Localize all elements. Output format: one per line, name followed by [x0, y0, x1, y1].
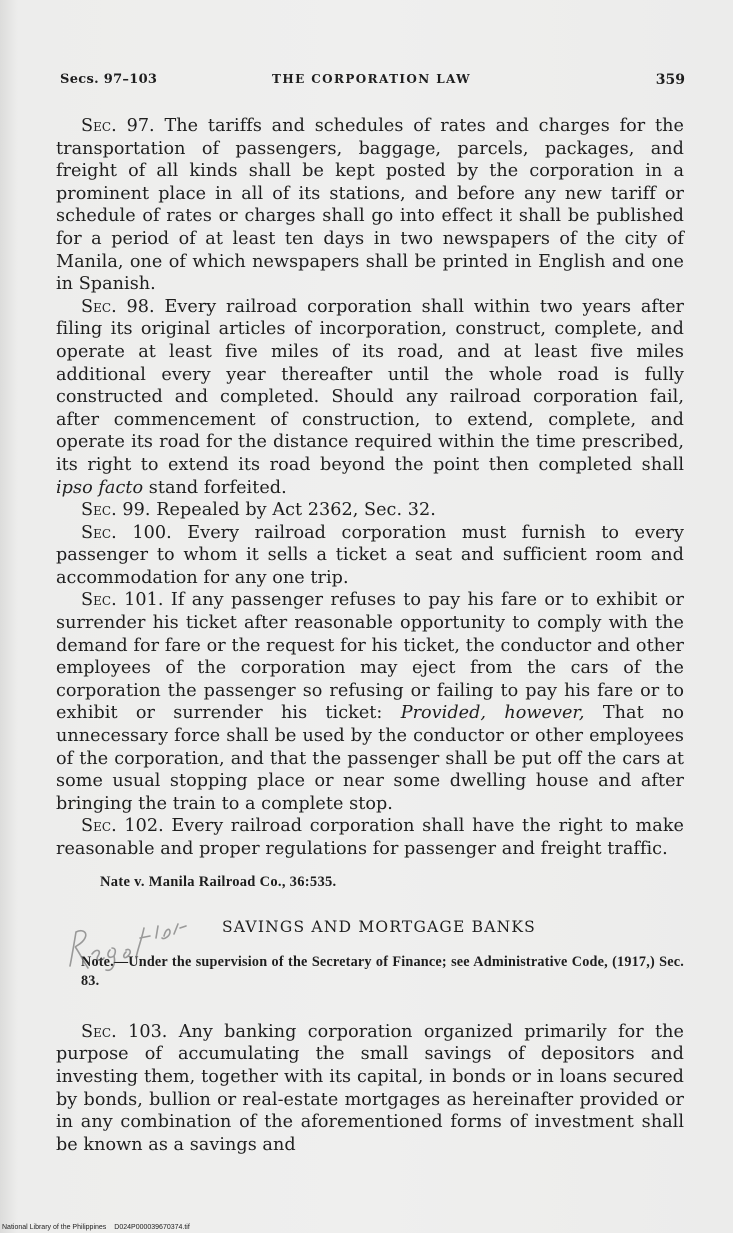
section-label: Sec. 101. — [81, 590, 164, 611]
page-body — [56, 115, 684, 1156]
section-heading: SAVINGS AND MORTGAGE BANKS — [221, 918, 536, 937]
scan-footer — [2, 1224, 198, 1231]
section-text: The tariffs and schedules of rates and charges for the transportation of passengers, baggage, parcels, packages, and freight of all kinds shall be kept posted by the corporation in a prominent place in all of its stations, and before any new tariff or schedule of rates or charges shall go into effect it shall be published for a period of at least ten days in two newspapers of the city of Manila, one of which newspapers shall be printed in English and one in Spanish. — [56, 116, 684, 295]
section-98 — [56, 296, 684, 499]
page-number: 359 — [655, 72, 685, 88]
scan-identifier: D024P000039670374.tif — [114, 1224, 190, 1231]
section-label: Sec. 103. — [81, 1021, 168, 1042]
section-99 — [56, 499, 684, 522]
section-label: Sec. 102. — [81, 816, 164, 837]
handwritten-annotation — [62, 918, 192, 978]
section-label: Sec. 98. — [81, 296, 155, 317]
section-label: Sec. 97. — [81, 116, 155, 136]
editorial-note: Note.—Under the supervision of the Secretary of Finance; see Administrative Code, (1917,) Sec. 83. — [81, 953, 684, 989]
section-text-end: stand forfeited. — [143, 477, 287, 498]
section-102 — [56, 815, 684, 860]
italic-phrase: ipso facto — [56, 477, 144, 498]
case-citation: Nate v. Manila Railroad Co., 36:535. — [100, 873, 337, 890]
section-text: Repealed by Act 2362, Sec. 32. — [150, 500, 436, 521]
section-text: Every railroad corporation must furnish to every passenger to whom it sells a ticket a seat and sufficient room and accommodation for any one trip. — [56, 522, 684, 588]
italic-phrase: Provided, however, — [400, 703, 585, 724]
header-section-range: Secs. 97–103 — [60, 72, 158, 87]
section-text: Any banking corporation organized primarily for the purpose of accumulating the small savings of depositors and investing them, together with its capital, in bonds or in loans secured by bonds, bullion or real-estate mortgages as hereinafter provided or in any combination of the aforementioned forms of investment shall be known as a savings and — [56, 1021, 684, 1155]
section-text-end: That no unnecessary force shall be used by the conductor or other employees of the corporation, and that the passenger shall be put off the cars at some usual stopping place or near some dwelling house and after bringing the train to a complete stop. — [56, 703, 684, 814]
section-101 — [56, 589, 684, 815]
library-name: National Library of the Philippines — [2, 1224, 107, 1231]
section-97 — [56, 115, 684, 296]
section-100 — [56, 522, 684, 590]
section-text: Every railroad corporation shall within two years after filing its original articles of incorporation, construct, complete, and operate at least five miles of its road, and at least five miles additional every year thereafter until the whole road is fully constructed and completed. Should any railroad corporation fail, after commencement of construction, to extend, complete, and operate its road for the distance required within the time prescribed, its right to extend its road beyond the point then completed shall — [56, 296, 684, 475]
section-label: Sec. 99. — [81, 500, 151, 521]
header-title: THE CORPORATION LAW — [272, 72, 472, 86]
section-label: Sec. 100. — [81, 522, 172, 543]
section-103 — [56, 1021, 684, 1157]
running-header — [60, 72, 685, 92]
section-text: Every railroad corporation shall have the right to make reasonable and proper regulations for passenger and freight traffic. — [56, 816, 684, 859]
section-text: If any passenger refuses to pay his fare or to exhibit or surrender his ticket after reasonable opportunity to comply with the demand for fare or the request for his ticket, the conductor and other employees of the corporation may eject from the cars of the corporation the passenger so refusing or failing to pay his fare or to exhibit or surrender his ticket: — [56, 590, 684, 724]
